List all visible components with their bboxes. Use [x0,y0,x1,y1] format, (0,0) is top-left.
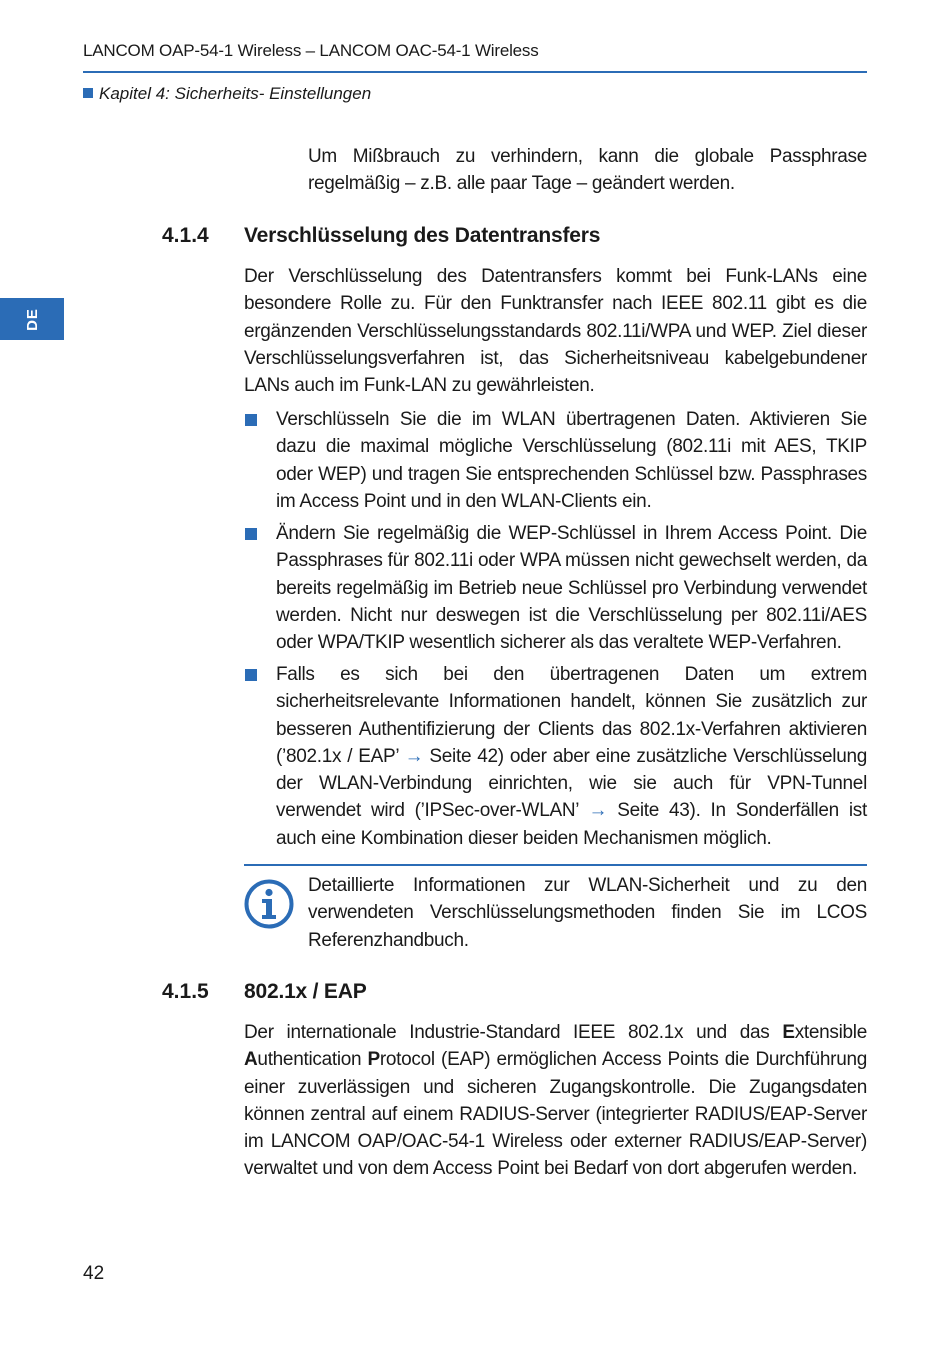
chapter-label: Kapitel 4: Sicherheits- Einstellungen [99,84,372,103]
info-divider [244,864,867,866]
section-title: Verschlüsselung des Datentransfers [244,224,601,247]
page-number: 42 [83,1263,105,1284]
header-divider [83,71,867,73]
language-tab-label: DE [23,307,41,331]
bullet-item: Verschlüsseln Sie die im WLAN übertragenen Daten. Aktivieren Sie dazu die maximal mögliche Verschlüsselung (802.11i mit AES, TKIP oder WEP) und tragen Sie entsprechenden Schlüssel bzw. Passphrases im Access Point und in den WLAN-Clients ein. [276,409,867,512]
section-body: Der Verschlüsselung des Datentransfers kommt bei Funk-LANs eine besondere Rolle zu. Für den Funktransfer nach IEEE 802.11 gibt es die ergänzenden Verschlüsselungsstandards 802.11i/WPA und WEP. Ziel dieser Verschlüsselungsverfahren ist, das Sicherheitsniveau kabelgebundener LANs auch im Funk-LAN zu gewährleisten. [244,266,867,397]
chapter-heading [83,84,371,104]
section-body: Der internationale Industrie-Standard IEEE 802.1x und das Extensible Authentication Protocol (EAP) ermöglichen Access Points die Durchführung einer zuverlässigen und sicheren Zugangskontrolle. Die Zugangsdaten können zentral auf einem RADIUS-Server (integrierter RADIUS/EAP-Server im LANCOM OAP/OAC-54-1 Wireless oder externer RADIUS/EAP-Server) verwaltet und von dem Access Point bei Bedarf von dort abgerufen werden. [244,1022,867,1180]
blue-square-bullet-icon [245,414,257,426]
cross-reference-arrow-icon: → [404,745,424,767]
section-title: 802.1x / EAP [244,980,367,1003]
bullet-item: Ändern Sie regelmäßig die WEP-Schlüssel in Ihrem Access Point. Die Passphrases für 802.11i oder WPA müssen nicht gewechselt werden, da bereits regelmäßig im Betrieb neue Schlüssel pro Verbindung verwendet werden. Nicht nur deswegen ist die Verschlüsselung per 802.11i/AES oder WPA/TKIP wesentlich sicherer als das veraltete WEP-Verfahren. [276,523,867,654]
info-note-text: Detaillierte Informationen zur WLAN-Sicherheit und zu den verwendeten Verschlüsselungsmethoden finden Sie im LCOS Referenzhandbuch. [308,875,867,951]
language-tab [0,298,64,340]
running-header-title: LANCOM OAP-54-1 Wireless – LANCOM OAC-54-1 Wireless [83,41,539,60]
cross-reference-arrow-icon: → [588,800,608,822]
blue-square-bullet-icon [245,528,257,540]
intro-paragraph: Um Mißbrauch zu verhindern, kann die globale Passphrase regelmäßig – z.B. alle paar Tage – geändert werden. [308,146,867,195]
square-bullet-icon [83,88,93,98]
bullet-item: Falls es sich bei den übertragenen Daten um extrem sicherheitsrelevante Informationen handelt, können Sie zusätzlich zur besseren Authentifizierung der Clients das 802.1x-Verfahren aktivieren (’802.1x / EAP’ → Seite 42) oder aber eine zusätzliche Verschlüsselung der WLAN-Verbindung einrichten, wie sie auch für VPN-Tunnel verwendet wird (’IPSec-over-WLAN’ → Seite 43). In Sonderfällen ist auch eine Kombination dieser beiden Mechanismen möglich. [276,664,867,849]
section-number: 4.1.5 [162,980,209,1003]
blue-square-bullet-icon [245,669,257,681]
section-number: 4.1.4 [162,224,209,247]
info-icon [243,878,295,930]
